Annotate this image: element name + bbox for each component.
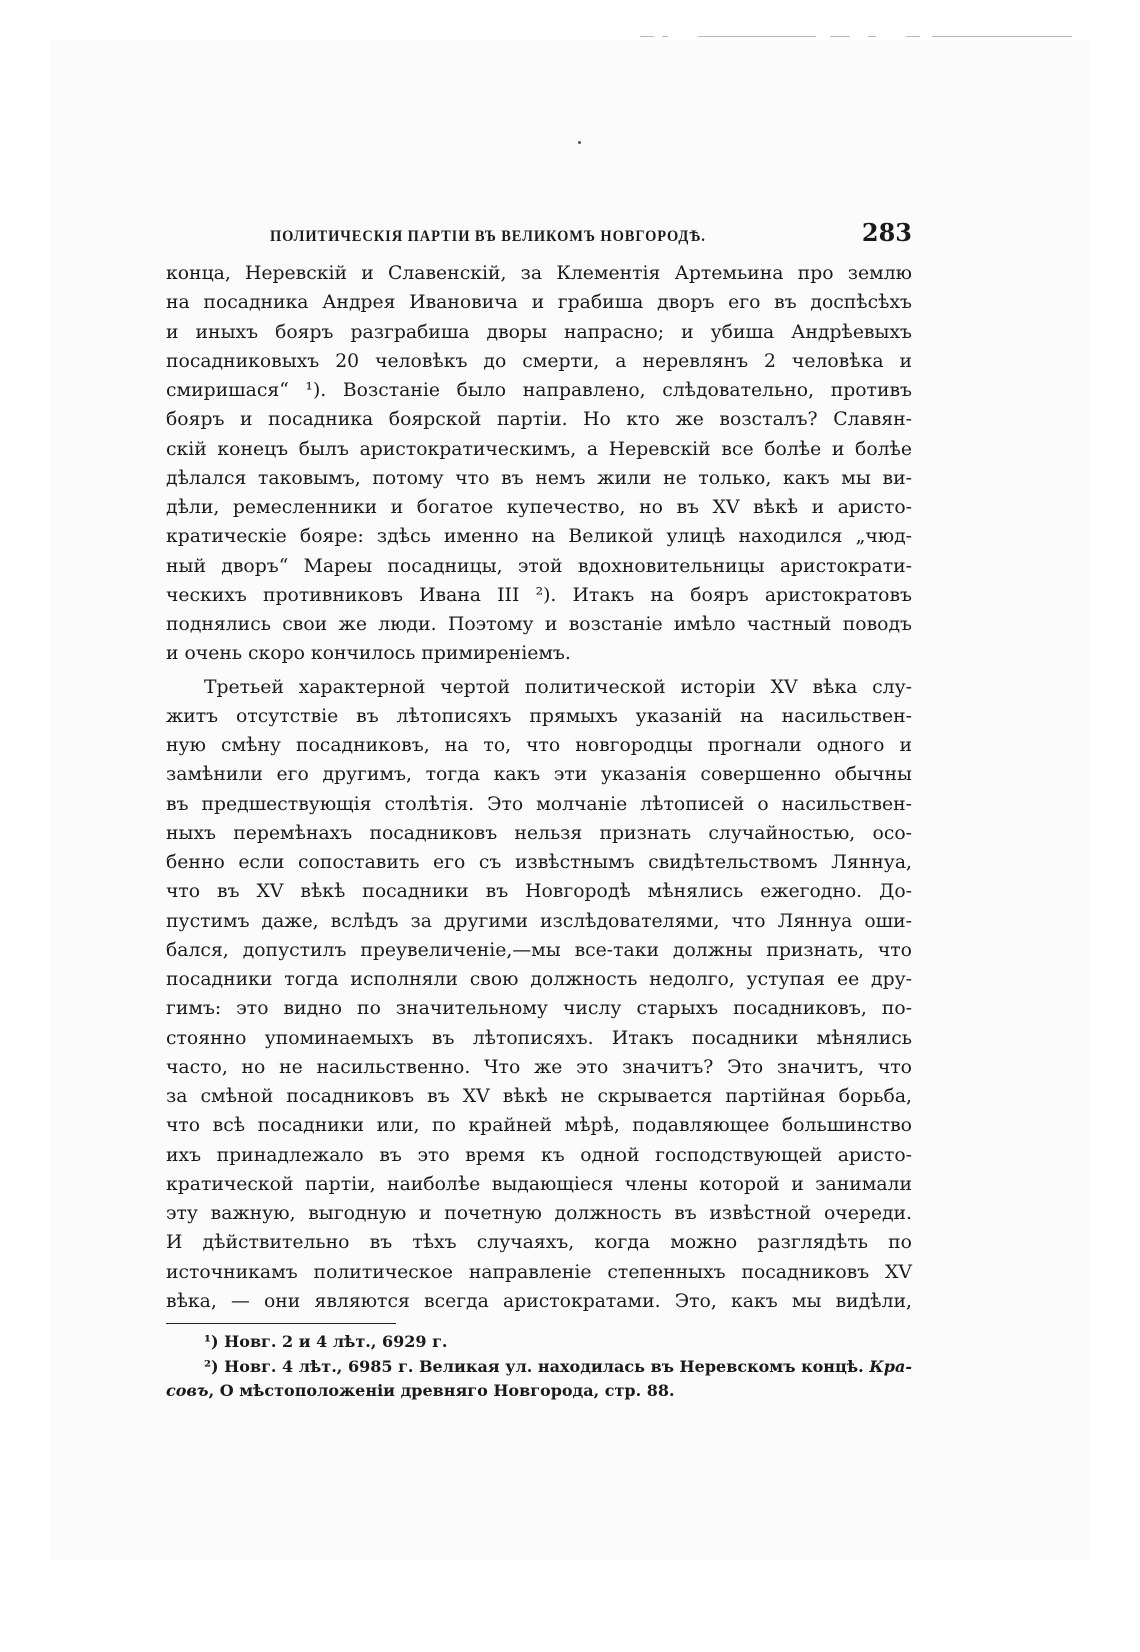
- text-line: часто, но не насильственно. Что же это значитъ? Это значитъ, что: [166, 1056, 912, 1078]
- text-line: бояръ и посадника боярской партіи. Но кто же возсталъ? Славян-: [166, 409, 912, 431]
- scan-speck: [578, 141, 581, 144]
- text-line: посадниковыхъ 20 человѣкъ до смерти, а неревлянъ 2 человѣка и: [166, 350, 912, 372]
- scan-edge-marks: [640, 36, 1100, 40]
- text-line: что въ XV вѣкѣ посадники въ Новгородѣ мѣнялись ежегодно. До-: [166, 881, 912, 903]
- text-line: Третьей характерной чертой политической исторіи XV вѣка слу-: [204, 676, 912, 698]
- text-line: бенно если сопоставить его съ извѣстнымъ свидѣтельствомъ Ляннуа,: [166, 852, 912, 873]
- text-line: вѣка, — они являются всегда аристократами. Это, какъ мы видѣли,: [166, 1290, 912, 1312]
- text-line: въ предшествующія столѣтія. Это молчаніе лѣтописей о насильствен-: [166, 793, 912, 815]
- text-line: стоянно упоминаемыхъ въ лѣтописяхъ. Итакъ посадники мѣнялись: [166, 1027, 912, 1049]
- text-line: на посадника Андрея Ивановича и грабиша дворъ его въ доспѣсѣхъ: [166, 292, 912, 314]
- text-line: ихъ принадлежало въ это время къ одной господствующей аристо-: [166, 1144, 912, 1166]
- footnotes: [166, 1330, 912, 1404]
- text-line: дѣли, ремесленники и богатое купечество, но въ XV вѣкѣ и аристо-: [166, 497, 912, 518]
- page-header: [166, 218, 912, 252]
- footnote-2-author: Кра-: [869, 1356, 912, 1376]
- text-line: ную смѣну посадниковъ, на то, что новгородцы прогнали одного и: [166, 735, 912, 756]
- text-line: скій конецъ былъ аристократическимъ, а Неревскій все болѣе и болѣе: [166, 438, 912, 460]
- text-line: ныхъ перемѣнахъ посадниковъ нельзя признать случайностью, осо-: [166, 822, 912, 844]
- footnote-2-line-2: [166, 1379, 912, 1404]
- text-line: что всѣ посадники или, по крайней мѣрѣ, подавляющее большинство: [166, 1115, 912, 1137]
- text-line: пустимъ даже, вслѣдъ за другими изслѣдователями, что Ляннуа оши-: [166, 910, 912, 932]
- page-number: 283: [861, 218, 912, 247]
- text-line: эту важную, выгодную и почетную должность въ извѣстной очереди.: [166, 1203, 912, 1224]
- text-line: смиришася“ ¹). Возстаніе было направлено, слѣдовательно, противъ: [166, 380, 912, 401]
- footnote-1: ¹) Новг. 2 и 4 лѣт., 6929 г.: [204, 1332, 448, 1351]
- running-title: ПОЛИТИЧЕСКІЯ ПАРТІИ ВЪ ВЕЛИКОМЪ НОВГОРОДѢ.: [270, 228, 706, 246]
- text-line: и очень скоро кончилось примиреніемъ.: [166, 643, 571, 665]
- text-line: И дѣйствительно въ тѣхъ случаяхъ, когда можно разглядѣть по: [166, 1232, 912, 1254]
- text-line: и иныхъ бояръ разграбиша дворы напрасно; и убиша Андрѣевыхъ: [166, 321, 912, 343]
- text-line: за смѣной посадниковъ въ XV вѣкѣ не скрывается партійная борьба,: [166, 1086, 912, 1107]
- text-line: кратическіе бояре: здѣсь именно на Великой улицѣ находился „чюд-: [166, 526, 912, 548]
- text-line: замѣнили его другимъ, тогда какъ эти указанія совершенно обычны: [166, 764, 912, 786]
- text-line: ческихъ противниковъ Ивана III ²). Итакъ на бояръ аристократовъ: [166, 584, 912, 606]
- text-line: поднялись свои же люди. Поэтому и возстаніе имѣло частный поводъ: [166, 614, 912, 635]
- text-line: посадники тогда исполняли свою должность недолго, уступая ее дру-: [166, 969, 912, 990]
- text-line: житъ отсутствіе въ лѣтописяхъ прямыхъ указаній на насильствен-: [166, 705, 912, 727]
- text-line: ный дворъ“ Мареы посадницы, этой вдохновительницы аристократи-: [166, 555, 912, 577]
- footnote-2-author-end: совъ: [166, 1381, 209, 1400]
- footnote-divider: [166, 1323, 396, 1324]
- footnote-2-line-1: [166, 1355, 912, 1380]
- text-line: дѣлался таковымъ, потому что въ немъ жили не только, какъ мы ви-: [166, 467, 912, 489]
- footnote-2-text: ²) Новг. 4 лѣт., 6985 г. Великая ул. находилась въ Неревскомъ концѣ.: [204, 1356, 864, 1376]
- text-line: бался, допустилъ преувеличеніе,—мы все-таки должны признать, что: [166, 939, 912, 961]
- footnote-2-citation: , О мѣстоположеніи древняго Новгорода, стр. 88.: [208, 1381, 675, 1400]
- text-line: конца, Неревскій и Славенскій, за Клементія Артемьина про землю: [166, 263, 912, 284]
- text-line: кратической партіи, наиболѣе выдающіеся члены которой и занимали: [166, 1173, 912, 1195]
- book-page: [166, 218, 912, 1404]
- body-text: [166, 259, 912, 1316]
- text-line: источникамъ политическое направленіе степенныхъ посадниковъ XV: [166, 1261, 912, 1283]
- text-line: гимъ: это видно по значительному числу старыхъ посадниковъ, по-: [166, 998, 912, 1020]
